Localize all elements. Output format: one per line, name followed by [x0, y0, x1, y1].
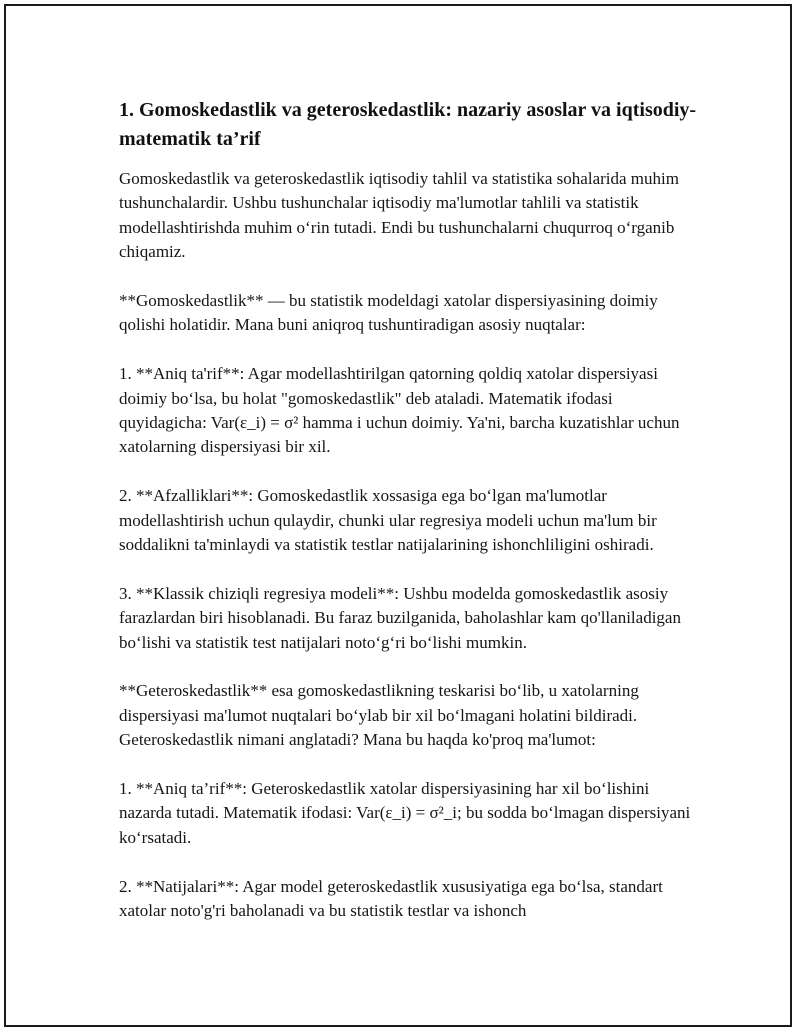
paragraph-hetero-exact-definition: 1. **Aniq ta’rif**: Geteroskedastlik xatolar dispersiyasining har xil bo‘lishini nazarda tutadi. Matematik ifodasi: Var(ε_i) = σ²_i; bu sodda bo‘lmagan dispersiyani ko‘rsatadi.: [119, 779, 691, 847]
section-heading: 1. Gomoskedastlik va geteroskedastlik: nazariy asoslar va iqtisodiy-matematik ta’rif: [119, 99, 697, 150]
paragraph-homo-advantages: 2. **Afzalliklari**: Gomoskedastlik xossasiga ega bo‘lgan ma'lumotlar modellashtirish uchun qulaydir, chunki ular regresiya modeli uchun ma'lum bir soddalikni ta'minlaydi va statistik testlar natijalarining ishonchliligini oshiradi.: [119, 486, 657, 555]
page-frame: [4, 4, 792, 1027]
paragraph-heteroskedasticity-definition: **Geteroskedastlik** esa gomoskedastlikning teskarisi bo‘lib, u xatolarning dispersiyasi ma'lumot nuqtalari bo‘ylab bir xil bo‘lmagani holatini bildiradi. Geteroskedastlik nimani anglatadi? Mana bu haqda ko'proq ma'lumot:: [119, 681, 639, 750]
paragraph-hetero-consequences: 2. **Natijalari**: Agar model geteroskedastlik xususiyatiga ega bo‘lsa, standart xatolar noto'g'ri baholanadi va bu statistik testlar va ishonch: [119, 876, 663, 921]
document-body: [119, 96, 699, 948]
paragraph-intro: Gomoskedastlik va geteroskedastlik iqtisodiy tahlil va statistika sohalarida muhim tushunchalardir. Ushbu tushunchalar iqtisodiy ma'lumotlar tahlili va statistik modellashtirishda muhim o‘rin tutadi. Endi bu tushunchalarni chuqurroq o‘rganib chiqamiz.: [119, 169, 679, 262]
paragraph-classical-regression: 3. **Klassik chiziqli regresiya modeli**: Ushbu modelda gomoskedastlik asosiy farazlardan biri hisoblanadi. Bu faraz buzilganida, baholashlar kam qo'llaniladigan bo‘lishi va statistik test natijalari noto‘g‘ri bo‘lishi mumkin.: [119, 583, 681, 652]
paragraph-homo-exact-definition: 1. **Aniq ta'rif**: Agar modellashtirilgan qatorning qoldiq xatolar dispersiyasi doimiy bo‘lsa, bu holat "gomoskedastlik" deb ataladi. Matematik ifodasi quyidagicha: Var(ε_i) = σ² hamma i uchun doimiy. Ya'ni, barcha kuzatishlar uchun xatolarning dispersiyasi bir xil.: [119, 364, 680, 457]
paragraph-homoskedasticity-definition: **Gomoskedastlik** — bu statistik modeldagi xatolar dispersiyasining doimiy qolishi holatidir. Mana buni aniqroq tushuntiradigan asosiy nuqtalar:: [119, 291, 658, 335]
